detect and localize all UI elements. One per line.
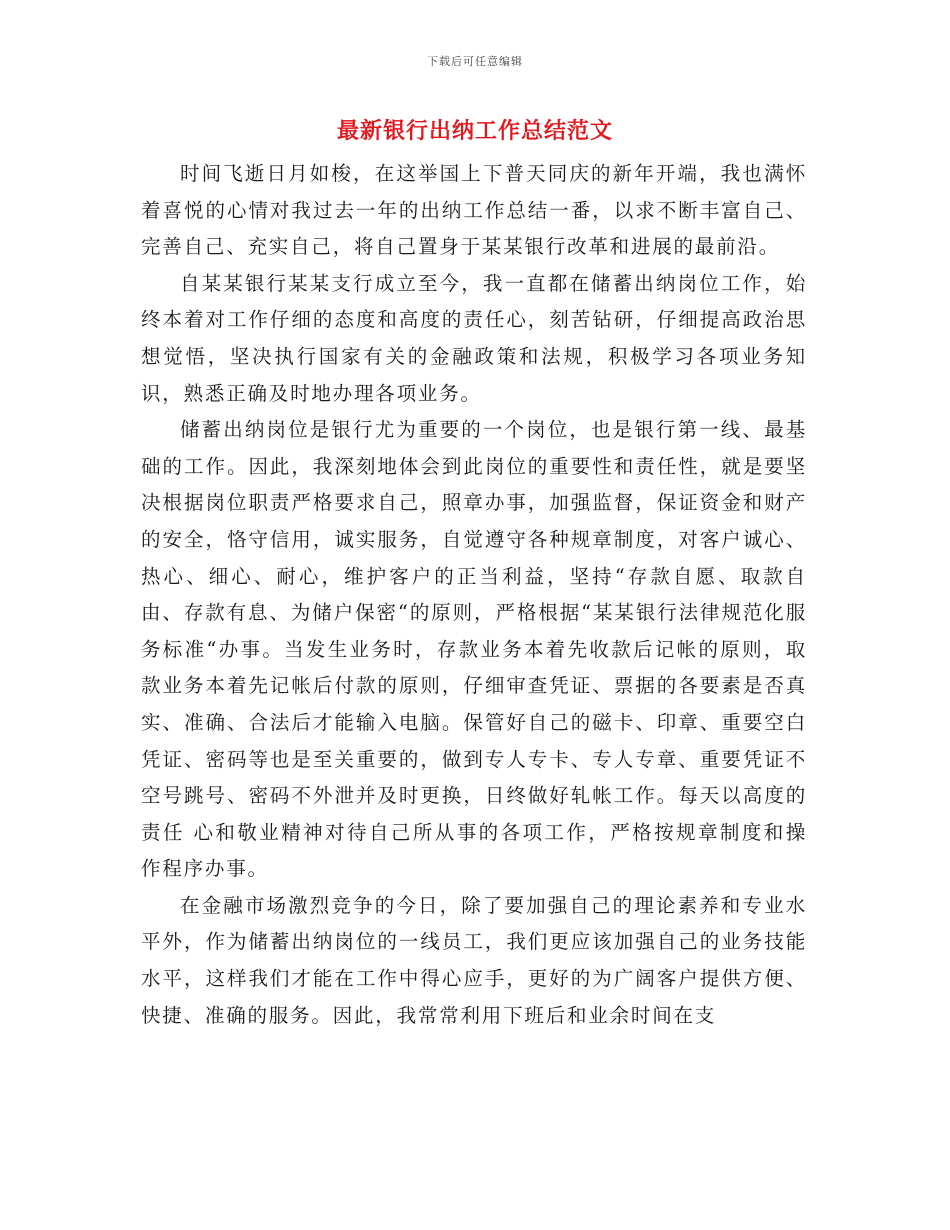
paragraph-1: 时间飞逝日月如梭，在这举国上下普天同庆的新年开端，我也满怀着喜悦的心情对我过去一年的出纳工作总结一番，以求不断丰富自己、完善自己、充实自己，将自己置身于某某银行改革和进展的最前沿。 xyxy=(141,162,807,259)
document-title: 最新银行出纳工作总结范文 xyxy=(336,119,613,144)
paragraph-2: 自某某银行某某支行成立至今，我一直都在储蓄出纳岗位工作，始终本着对工作仔细的态度和高度的责任心，刻苦钻研，仔细提高政治思想觉悟，坚决执行国家有关的金融政策和法规，积极学习各项业务知识，熟悉正确及时地办理各项业务。 xyxy=(141,271,807,405)
paragraph-3: 储蓄出纳岗位是银行尤为重要的一个岗位，也是银行第一线、最基础的工作。因此，我深刻地体会到此岗位的重要性和责任性，就是要坚决根据岗位职责严格要求自己，照章办事，加强监督，保证资金和财产的安全，恪守信用，诚实服务，自觉遵守各种规章制度，对客户诚心、热心、细心、耐心，维护客户的正当利益，坚持“存款自愿、取款自由、存款有息、为储户保密“的原则，严格根据“某某银行法律规范化服务标准“办事。当发生业务时，存款业务本着先收款后记帐的原则，取款业务本着先记帐后付款的原则，仔细审查凭证、票据的各要素是否真实、准确、合法后才能输入电脑。保管好自己的磁卡、印章、重要空白凭证、密码等也是至关重要的，做到专人专卡、专人专章、重要凭证不空号跳号、密码不外泄并及时更换，日终做好轧帐工作。每天以高度的责任 心和敬业精神对待自己所从事的各项工作，严格按规章制度和操作程序办事。 xyxy=(141,418,807,881)
header-note: 下载后可任意编辑 xyxy=(427,55,523,68)
document-body xyxy=(141,156,807,1034)
paragraph-4: 在金融市场激烈竞争的今日，除了要加强自己的理论素养和专业水平外，作为储蓄出纳岗位的一线员工，我们更应该加强自己的业务技能水平，这样我们才能在工作中得心应手，更好的为广阔客户提供方便、快捷、准确的服务。因此，我常常利用下班后和业余时间在支 xyxy=(141,893,807,1027)
